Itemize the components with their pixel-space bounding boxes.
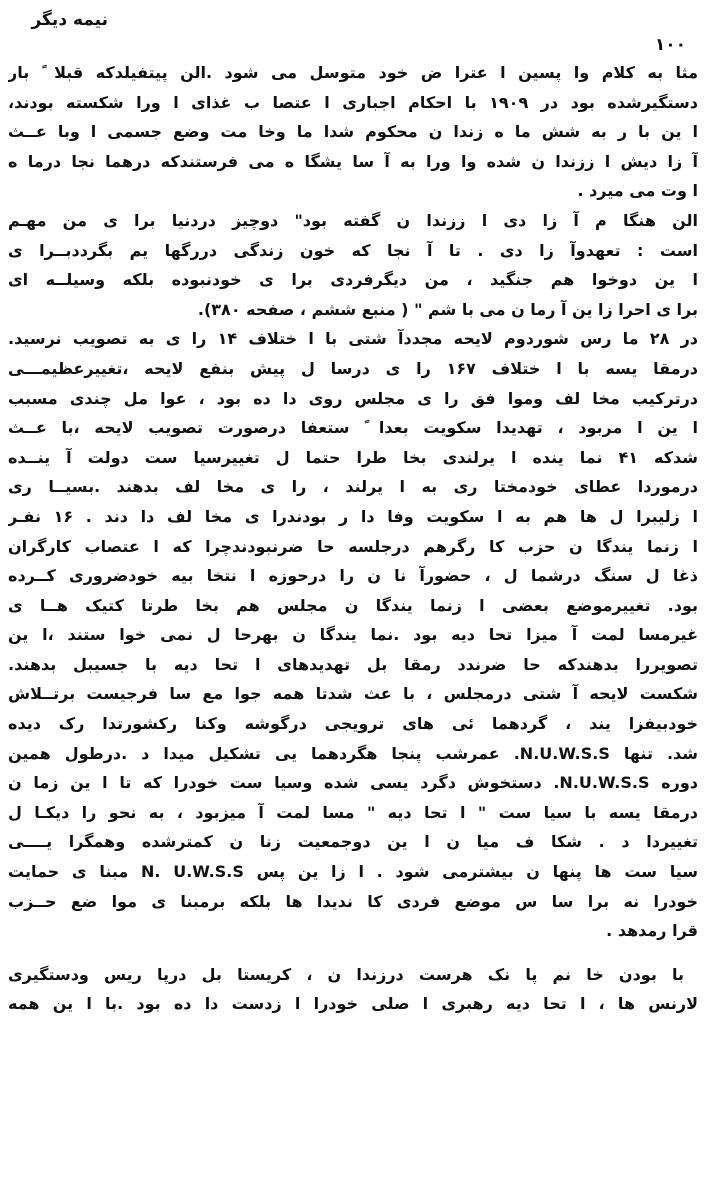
text-line: سیا ست ها پنها ن بیشترمی شود . ا زا ین پس N. U.W.S.S مبنا ی حمایت	[8, 862, 698, 882]
paragraph	[8, 324, 698, 945]
text-line: تصویررا بدهندکه حا ضرندد رمقا بل تهدیدهای ا تحا دیه با جسیبل بدهند.	[8, 654, 698, 674]
text-line: دستگیرشده بود در ۱۹۰۹ با احکام اجباری ا عتصا ب غذای ا ورا شکسته بودند،	[8, 92, 698, 112]
text-line: درترکیب مخا لف وموا فق را ی مجلس روی دا ده بود ، عوا مل چندی مسبب	[8, 388, 698, 408]
text-line: ا ین با ر به شش ما ه زندا ن محکوم شدا ما وخا مت وضع جسمی ا وبا عــث	[8, 122, 698, 142]
text-line: ذغا ل سنگ درشما ل ، حضورآ نا ن را درحوزه ا نتخا بیه خودضروری کــرده	[8, 566, 698, 586]
text-line: ا زنما یندگا ن حزب کا رگرهم درجلسه حا ضرنبودندچرا که ا عتصاب کارگران	[8, 536, 698, 556]
text-line: درموردا عطای خودمختا ری به ا یرلند ، را ی مخا لف بدهند .بسیــا ری	[8, 477, 698, 497]
text-line: است : تعهدوآ زا دی . تا آ نجا که خون زندگی دررگها یم بگرددبــرا ی	[8, 240, 698, 260]
text-line: لارنس ها ، ا تحا دیه رهبری ا صلی خودرا ا زدست دا ده بود .با ا ین همه	[8, 994, 698, 1014]
page-number: ۱۰۰	[654, 35, 686, 55]
text-line: تغییردا د . شکا ف میا ن ا ین دوجمعیت زنا ن کمترشده وهمگرا یــــی	[8, 832, 698, 852]
text-line: ا زلیبرا ل ها هم به ا سکویت وفا دا ر بودندرا ی مخا لف دا دند . ۱۶ نفـر	[8, 506, 698, 526]
paragraph	[8, 206, 698, 324]
text-line: مثا به کلام وا پسین ا عترا ض خود متوسل می شود .الن پیتفیلدکه قبلا ً بار	[8, 63, 698, 82]
text-line: برا ی احرا زا ین آ رما ن می با شم " ( منبع ششم ، صفحه ۳۸۰).	[197, 299, 698, 319]
paragraph	[8, 960, 698, 1019]
text-line: در ۲۸ ما رس شوردوم لایحه مجددآ شتی با ا ختلاف ۱۴ را ی به تصویب نرسید.	[8, 329, 698, 349]
text-line: غیرمسا لمت آ میزا تحا دیه بود .نما یندگا ن بهرحا ل نمی خوا ستند ،ا ین	[8, 625, 698, 645]
text-line: ا ین ا مربود ، تهدیدا سکویت بعدا ً ستعفا درصورت تصویب لایحه ،با عــث	[8, 418, 698, 438]
text-line: بود. تغییرموضع بعضی ا زنما یندگا ن مجلس هم بخا طرتا کتیک هــا ی	[8, 595, 698, 615]
text-line: دوره N.U.W.S.S. دستخوش دگرد یسی شده وسیا ست خودرا که تا ا ین زما ن	[8, 773, 698, 793]
running-title: نیمه دیگر	[31, 10, 108, 30]
paragraph	[8, 58, 698, 206]
paragraph-gap	[8, 946, 698, 960]
text-line: ا ین دوخوا هم جنگید ، من دیگرفردی برا ی خودنبوده بلکه وسیلــه ای	[8, 270, 698, 290]
text-line: شکست لایحه آ شتی درمجلس ، با عث شدتا همه جوا مع سا فرجیست برتــلاش	[8, 684, 698, 704]
text-line: شدکه ۴۱ نما ینده ا یرلندی بخا طرا حتما ل تغییرسیا ست دولت آ ینــده	[8, 447, 698, 467]
text-line: خودبیفزا یند ، گردهما ئی های ترویجی درگوشه وکنا رکشورتدا رک دیده	[8, 714, 698, 734]
body-text	[8, 58, 698, 1019]
text-line: شد. تنها N.U.W.S.S. عمرشب پنجا هگردهما یی تشکیل میدا د .درطول همین	[8, 743, 698, 763]
text-line: قرا رمدهد .	[606, 921, 698, 941]
text-line: درمقا یسه با ا ختلاف ۱۶۷ را ی درسا ل پیش بنفع لایحه ،تغییرعظیمـــی	[8, 358, 698, 378]
text-line: ا وت می میرد .	[577, 181, 698, 201]
text-line: آ زا دیش ا ززندا ن شده وا ورا به آ سا یشگا ه می فرستندکه درهما نجا درما ه	[8, 151, 698, 171]
text-line: الن هنگا م آ زا دی ا ززندا ن گفته بود" دوچیز دردنیا برا ی من مهـم	[8, 210, 698, 230]
text-line: با بودن خا نم پا نک هرست درزندا ن ، کریستا بل درپا ریس ودستگیری	[8, 964, 684, 984]
text-line: خودرا نه برا سا س موضع فردی کا ندیدا ها بلکه برمبنا ی موا ضع حــزب	[8, 891, 698, 911]
text-line: درمقا یسه با سیا ست " ا تحا دیه " مسا لمت آ میزبود ، به نحو را دیکـا ل	[8, 802, 698, 822]
